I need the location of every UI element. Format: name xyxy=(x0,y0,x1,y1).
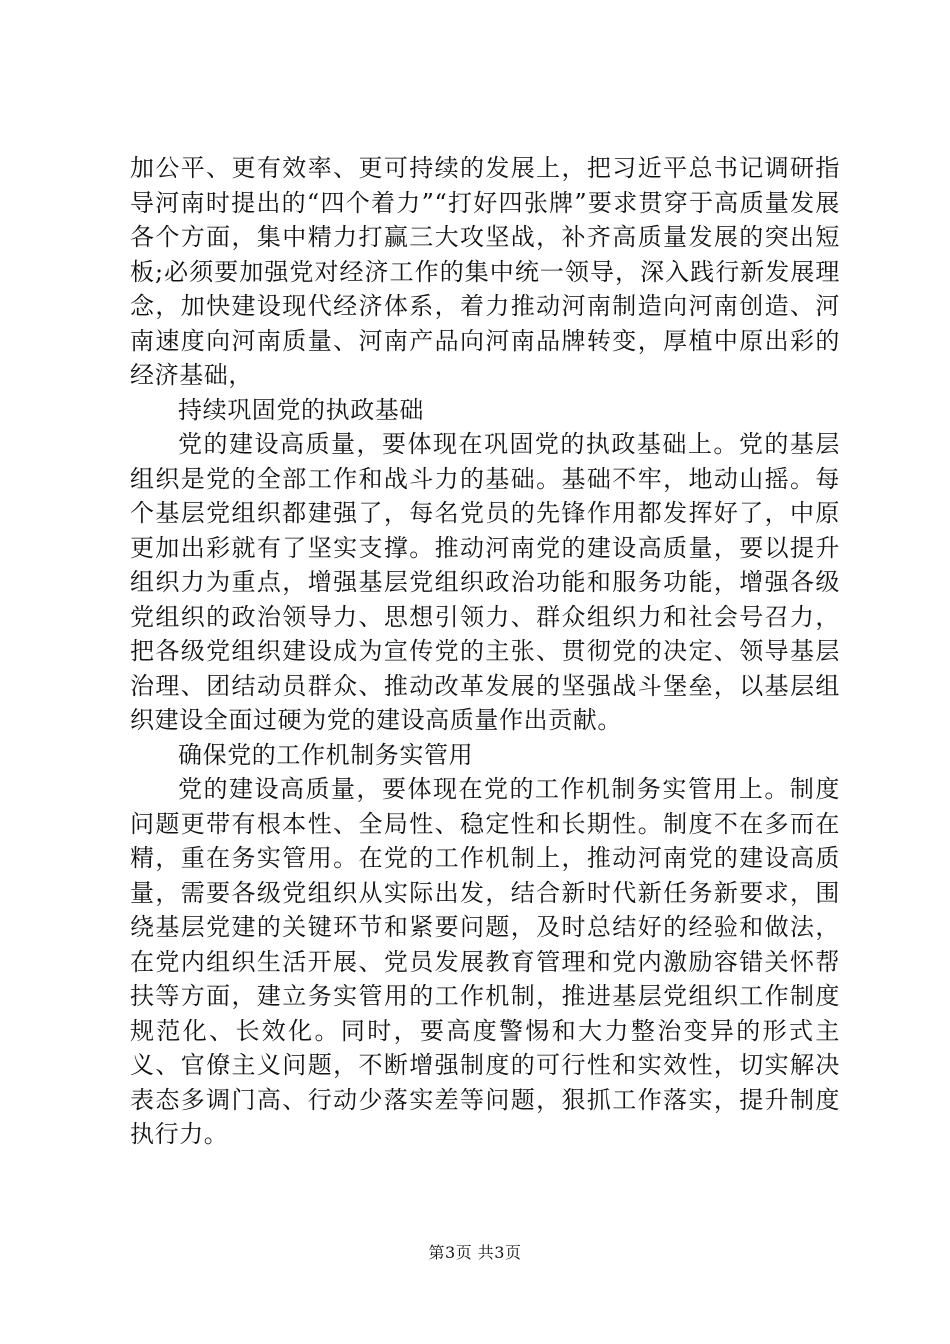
paragraph-3: 党的建设高质量，要体现在党的工作机制务实管用上。制度问题更带有根本性、全局性、稳定性和长期性。制度不在多而在精，重在务实管用。在党的工作机制上，推动河南党的建设高质量，需要各级党组织从实际出发，结合新时代新任务新要求，围绕基层党建的关键环节和紧要问题，及时总结好的经验和做法，在党内组织生活开展、党员发展教育管理和党内激励容错关怀帮扶等方面，建立务实管用的工作机制，推进基层党组织工作制度规范化、长效化。同时，要高度警惕和大力整治变异的形式主义、官僚主义问题，不断增强制度的可行性和实效性，切实解决表态多调门高、行动少落实差等问题，狠抓工作落实，提升制度执行力。 xyxy=(130,775,840,1148)
section-heading-2: 确保党的工作机制务实管用 xyxy=(178,740,474,769)
page-number-footer: 第3页 共3页 xyxy=(428,1243,522,1262)
paragraph-2: 党的建设高质量，要体现在巩固党的执政基础上。党的基层组织是党的全部工作和战斗力的基础。基础不牢，地动山摇。每个基层党组织都建强了，每名党员的先锋作用都发挥好了，中原更加出彩就有了坚实支撑。推动河南党的建设高质量，要以提升组织力为重点，增强基层党组织政治功能和服务功能，增强各级党组织的政治领导力、思想引领力、群众组织力和社会号召力，把各级党组织建设成为宣传党的主张、贯彻党的决定、领导基层治理、团结动员群众、推动改革发展的坚强战斗堡垒，以基层组织建设全面过硬为党的建设高质量作出贡献。 xyxy=(130,430,840,734)
section-heading-1: 持续巩固党的执政基础 xyxy=(178,395,424,424)
document-body xyxy=(130,151,840,1152)
paragraph-1: 加公平、更有效率、更可持续的发展上，把习近平总书记调研指导河南时提出的“四个着力”“打好四张牌”要求贯穿于高质量发展各个方面，集中精力打赢三大攻坚战，补齐高质量发展的突出短板;必须要加强党对经济工作的集中统一领导，深入践行新发展理念，加快建设现代经济体系，着力推动河南制造向河南创造、河南速度向河南质量、河南产品向河南品牌转变，厚植中原出彩的经济基础， xyxy=(130,154,840,389)
